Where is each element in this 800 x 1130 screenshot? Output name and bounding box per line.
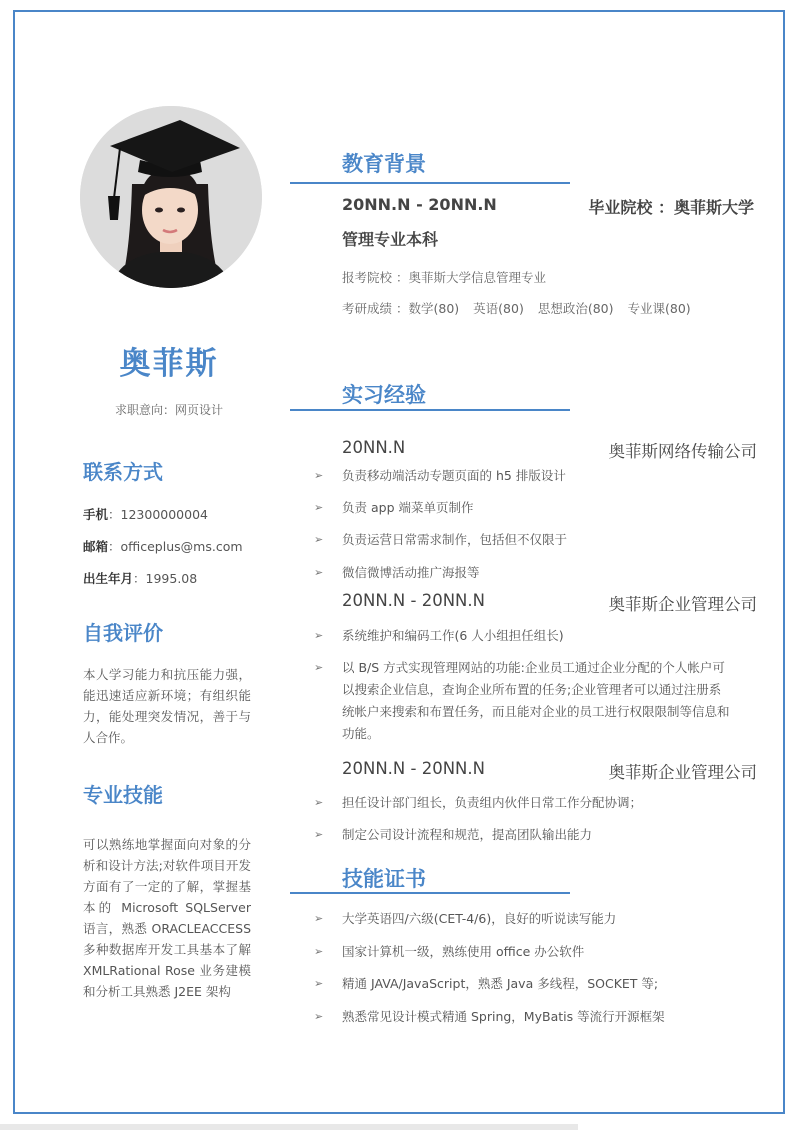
arrow-bullet-icon: ➢ <box>314 945 324 958</box>
skills-heading: 专业技能 <box>83 783 163 807</box>
list-item: ➢ 熟悉常见设计模式精通 Spring，MyBatis 等流行开源框架 <box>314 1006 734 1028</box>
arrow-bullet-icon: ➢ <box>314 629 324 642</box>
arrow-bullet-icon: ➢ <box>314 828 324 841</box>
phone-value: ：12300000004 <box>108 507 208 522</box>
list-item: ➢ 负责 app 端菜单页制作 <box>314 497 734 519</box>
list-item: ➢ 以 B/S 方式实现管理网站的功能:企业员工通过企业分配的个人帐户可以搜索企业信息，查询企业所布置的任务;企业管理者可以通过注册系统帐户来搜索和布置任务，而且能对企业的员工进行权限限制等信息和功能。 <box>314 657 730 745</box>
phone-line <box>83 505 208 523</box>
job-period: 20NN.N <box>342 438 406 457</box>
applied-school: 报考院校 ：奥菲斯大学信息管理专业 <box>342 270 546 285</box>
arrow-bullet-icon: ➢ <box>314 661 324 674</box>
self-eval-heading: 自我评价 <box>83 621 163 645</box>
list-item: ➢ 负责运营日常需求制作，包括但不仅限于 <box>314 529 734 551</box>
arrow-bullet-icon: ➢ <box>314 469 324 482</box>
job-company: 奥菲斯企业管理公司 <box>608 595 757 614</box>
email-label: 邮箱 <box>83 539 109 554</box>
list-item: ➢ 精通 JAVA/JavaScript，熟悉 Java 多线程，SOCKET 等; <box>314 973 734 995</box>
email-value: ：officeplus@ms.com <box>108 539 243 554</box>
self-eval-text: 本人学习能力和抗压能力强，能迅速适应新环境；有组织能力，能处理突发情况，善于与人合作。 <box>83 667 251 745</box>
skills-text: 可以熟练地掌握面向对象的分析和设计方法;对软件项目开发方面有了一定的了解，掌握基本的 Microsoft SQLServer 语言，熟悉 ORACLEACCESS 多种数据库开发工具基本了解 XMLRational Rose 业务建模和分析工具熟悉 J2EE 架构 <box>83 837 251 999</box>
list-item: ➢ 微信微博活动推广海报等 <box>314 562 734 584</box>
education-row <box>342 195 754 218</box>
birth-label: 出生年月 <box>83 571 134 586</box>
email-line <box>83 537 243 555</box>
job-company: 奥菲斯网络传输公司 <box>608 442 757 461</box>
exam-scores-label: 考研成绩 ： <box>342 301 409 316</box>
bottom-shade <box>0 1124 578 1130</box>
arrow-bullet-icon: ➢ <box>314 566 324 579</box>
job-company: 奥菲斯企业管理公司 <box>608 763 757 782</box>
list-item: ➢ 大学英语四/六级(CET-4/6)，良好的听说读写能力 <box>314 908 734 930</box>
birth-value: ：1995.08 <box>133 571 198 586</box>
job-header-1 <box>342 438 757 462</box>
certificates-rule <box>290 892 570 894</box>
job-header-3 <box>342 759 757 783</box>
job-period: 20NN.N - 20NN.N <box>342 591 485 610</box>
list-item: ➢ 系统维护和编码工作(6 人小组担任组长) <box>314 625 734 647</box>
score-english: 英语(80) <box>473 301 524 316</box>
candidate-name: 奥菲斯 <box>119 346 219 382</box>
list-item: ➢ 国家计算机一级，熟练使用 office 办公软件 <box>314 941 734 963</box>
phone-label: 手机 <box>83 507 109 522</box>
list-item: ➢ 担任设计部门组长，负责组内伙伴日常工作分配协调； <box>314 792 734 814</box>
experience-heading: 实习经验 <box>342 383 426 407</box>
list-item: ➢ 负责移动端活动专题页面的 h5 排版设计 <box>314 465 734 487</box>
job-header-2 <box>342 591 757 615</box>
education-rule <box>290 182 570 184</box>
education-period: 20NN.N - 20NN.N <box>342 195 497 214</box>
certificates-heading: 技能证书 <box>342 867 426 891</box>
graduation-school: 毕业院校 ：奥菲斯大学 <box>588 198 754 217</box>
arrow-bullet-icon: ➢ <box>314 977 324 990</box>
education-major: 管理专业本科 <box>342 230 439 249</box>
arrow-bullet-icon: ➢ <box>314 796 324 809</box>
profile-photo <box>80 106 262 288</box>
exam-scores <box>342 299 691 317</box>
job-period: 20NN.N - 20NN.N <box>342 759 485 778</box>
contact-heading: 联系方式 <box>83 460 163 484</box>
job-intent: 求职意向：网页设计 <box>114 403 223 417</box>
arrow-bullet-icon: ➢ <box>314 912 324 925</box>
education-heading: 教育背景 <box>342 152 426 176</box>
experience-rule <box>290 409 570 411</box>
score-politics: 思想政治(80) <box>537 301 614 316</box>
score-major: 专业课(80) <box>627 301 691 316</box>
list-item: ➢ 制定公司设计流程和规范，提高团队输出能力 <box>314 824 734 846</box>
arrow-bullet-icon: ➢ <box>314 533 324 546</box>
birth-line <box>83 569 197 587</box>
arrow-bullet-icon: ➢ <box>314 1010 324 1023</box>
arrow-bullet-icon: ➢ <box>314 501 324 514</box>
score-math: 数学(80) <box>408 301 460 316</box>
